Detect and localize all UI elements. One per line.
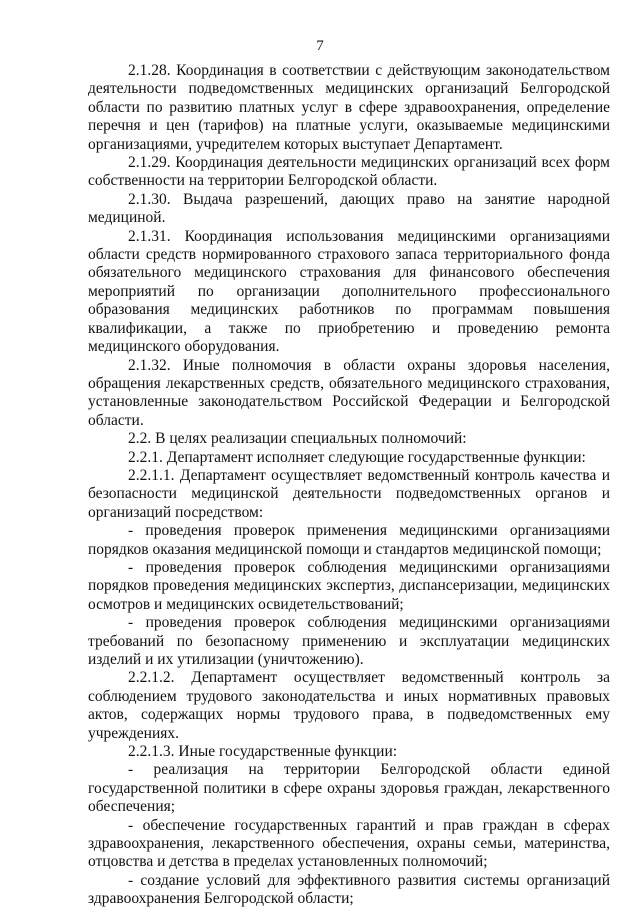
list-item: - создание условий для эффективного развития системы организаций здравоохранения Белгородской области; (88, 871, 610, 908)
page-number: 7 (316, 38, 324, 54)
list-item: - реализация на территории Белгородской области единой государственной политики в сфере охраны здоровья граждан, лекарственного обеспечения; (88, 761, 610, 816)
document-body (88, 62, 610, 909)
list-item: - проведения проверок соблюдения медицинскими организациями порядков проведения медицинских экспертиз, диспансеризации, медицинских осмотров и медицинских освидетельствований; (88, 558, 610, 613)
paragraph-2-1-28: 2.1.28. Координация в соответствии с действующим законодательством деятельности подведомственных медицинских организаций Белгородской области по развитию платных услуг в сфере здравоохранения, определение перечня и цен (тарифов) на платные услуги, оказываемые медицинскими организациями, учредителем которых выступает Департамент. (88, 62, 610, 153)
paragraph-2-1-31: 2.1.31. Координация использования медицинскими организациями области средств нормированного страхового запаса территориального фонда обязательного медицинского страхования для финансового обеспечения мероприятий по организации дополнительного профессионального образования медицинских работников по программам повышения квалификации, а также по приобретению и проведению ремонта медицинского оборудования. (88, 227, 610, 356)
paragraph-2-2-1: 2.2.1. Департамент исполняет следующие государственные функции: (128, 448, 586, 466)
paragraph-2-2-1-2: 2.2.1.2. Департамент осуществляет ведомственный контроль за соблюдением трудового законодательства и иных нормативных правовых актов, содержащих нормы трудового права, в подведомственных ему учреждениях. (88, 669, 610, 742)
paragraph-2-1-30: 2.1.30. Выдача разрешений, дающих право на занятие народной медициной. (88, 190, 610, 227)
list-item: - обеспечение государственных гарантий и прав граждан в сферах здравоохранения, лекарственного обеспечения, охраны семьи, материнства, отцовства и детства в пределах установленных полномочий; (88, 816, 610, 871)
paragraph-2-2: 2.2. В целях реализации специальных полномочий: (128, 430, 467, 448)
paragraph-2-2-1-1: 2.2.1.1. Департамент осуществляет ведомственный контроль качества и безопасности медицинской деятельности подведомственных органов и организаций посредством: (88, 466, 610, 521)
paragraph-2-1-29: 2.1.29. Координация деятельности медицинских организаций всех форм собственности на территории Белгородской области. (88, 154, 610, 190)
paragraph-2-2-1-3: 2.2.1.3. Иные государственные функции: (128, 743, 398, 761)
list-item: - проведения проверок соблюдения медицинскими организациями требований по безопасному применению и эксплуатации медицинских изделий и их утилизации (уничтожению). (88, 614, 610, 668)
paragraph-2-1-32: 2.1.32. Иные полномочия в области охраны здоровья населения, обращения лекарственных средств, обязательного медицинского страхования, установленные законодательством Российской Федерации и Белгородской области. (88, 356, 610, 429)
list-item: - проведения проверок применения медицинскими организациями порядков оказания медицинской помощи и стандартов медицинской помощи; (88, 522, 610, 558)
